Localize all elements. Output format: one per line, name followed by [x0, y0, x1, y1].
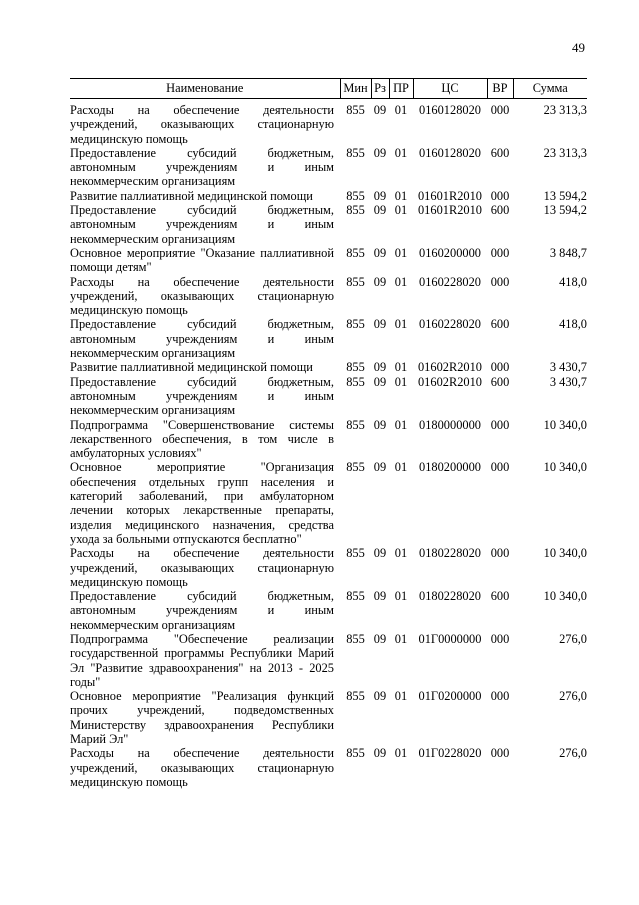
row-vr: 000 — [490, 631, 510, 646]
row-min: 855 — [346, 103, 365, 117]
row-cs: 0160200000 — [419, 245, 481, 260]
table-row — [70, 189, 587, 203]
header-sum: Сумма — [513, 79, 587, 99]
row-vr: 000 — [490, 188, 510, 203]
row-rz: 09 — [373, 145, 387, 160]
row-sum: 10 340,0 — [543, 460, 587, 475]
row-sum: 23 313,3 — [543, 103, 587, 117]
table-row — [70, 632, 587, 689]
row-cs: 0160128020 — [419, 145, 481, 160]
row-sum: 276,0 — [559, 631, 587, 646]
row-min: 855 — [346, 746, 365, 761]
row-rz: 09 — [373, 203, 387, 218]
row-rz: 09 — [373, 631, 387, 646]
row-vr: 000 — [490, 746, 510, 761]
row-rz: 09 — [373, 274, 387, 289]
row-min: 855 — [346, 317, 365, 332]
row-min: 855 — [346, 374, 365, 389]
row-sum: 13 594,2 — [543, 203, 587, 218]
row-pr: 01 — [394, 203, 408, 218]
row-min: 855 — [346, 589, 365, 604]
row-name: Основное мероприятие "Реализация функций прочих учреждений, подведомственных Министерству здравоохранения Республики Марий Эл" — [70, 689, 334, 747]
row-vr: 000 — [490, 103, 510, 117]
row-rz: 09 — [373, 417, 387, 432]
header-vr: ВР — [487, 79, 513, 99]
row-name: Расходы на обеспечение деятельности учреждений, оказывающих стационарную медицинскую помощь — [70, 274, 334, 318]
row-sum: 13 594,2 — [543, 188, 587, 203]
row-rz: 09 — [373, 103, 387, 117]
row-min: 855 — [346, 689, 365, 704]
header-min: Мин — [340, 79, 371, 99]
row-min: 855 — [346, 417, 365, 432]
row-min: 855 — [346, 203, 365, 218]
row-min: 855 — [346, 245, 365, 260]
row-min: 855 — [346, 274, 365, 289]
row-vr: 000 — [490, 274, 510, 289]
row-rz: 09 — [373, 460, 387, 475]
row-name: Предоставление субсидий бюджетным, автономным учреждениям и иным некоммерческим организациям — [70, 203, 334, 246]
row-cs: 01601R2010 — [417, 203, 483, 218]
row-vr: 600 — [490, 145, 510, 160]
header-rz: Рз — [371, 79, 389, 99]
row-sum: 276,0 — [559, 689, 587, 704]
row-name: Расходы на обеспечение деятельности учреждений, оказывающих стационарную медицинскую помощь — [70, 546, 334, 589]
row-pr: 01 — [394, 417, 408, 432]
header-cs: ЦС — [413, 79, 487, 99]
row-sum: 10 340,0 — [543, 589, 587, 604]
row-cs: 01Г0200000 — [418, 689, 482, 704]
table-row — [70, 418, 587, 461]
row-cs: 0160128020 — [419, 103, 481, 117]
row-vr: 000 — [490, 245, 510, 260]
table-row — [70, 146, 587, 189]
row-min: 855 — [346, 631, 365, 646]
row-cs: 0180000000 — [419, 417, 481, 432]
row-name: Основное мероприятие "Организация обеспечения отдельных групп населения и категорий заболеваний, при амбулаторном лечении которых лекарственные препараты, изделия медицинского назначения, средства ухода за больными отпускаются бесплатно" — [70, 460, 334, 546]
row-cs: 01601R2010 — [417, 188, 483, 203]
table-row — [70, 375, 587, 418]
row-vr: 600 — [490, 317, 510, 332]
budget-table — [70, 78, 587, 789]
row-cs: 0160228020 — [419, 274, 481, 289]
row-min: 855 — [346, 145, 365, 160]
row-name: Развитие паллиативной медицинской помощи — [70, 360, 313, 375]
row-name: Основное мероприятие "Оказание паллиативной помощи детям" — [70, 245, 334, 275]
table-row — [70, 103, 587, 146]
row-pr: 01 — [394, 103, 408, 117]
table-row — [70, 246, 587, 275]
row-sum: 23 313,3 — [543, 145, 587, 160]
row-vr: 000 — [490, 689, 510, 704]
row-cs: 0180228020 — [419, 546, 481, 561]
row-rz: 09 — [373, 317, 387, 332]
row-name: Предоставление субсидий бюджетным, автономным учреждениям и иным некоммерческим организациям — [70, 145, 334, 189]
row-cs: 01602R2010 — [417, 374, 483, 389]
row-sum: 3 430,7 — [549, 360, 587, 375]
row-rz: 09 — [373, 245, 387, 260]
row-name: Подпрограмма "Обеспечение реализации государственной программы Республики Марий Эл "Развитие здравоохранения" на 2013 - 2025 годы" — [70, 631, 334, 689]
row-sum: 276,0 — [559, 746, 587, 761]
table-header-row — [70, 79, 587, 99]
row-min: 855 — [346, 360, 365, 375]
row-pr: 01 — [394, 631, 408, 646]
row-sum: 418,0 — [559, 274, 587, 289]
header-name: Наименование — [70, 79, 340, 99]
row-sum: 10 340,0 — [543, 417, 587, 432]
row-rz: 09 — [373, 188, 387, 203]
row-name: Развитие паллиативной медицинской помощи — [70, 188, 313, 203]
row-rz: 09 — [373, 360, 387, 375]
row-cs: 01602R2010 — [417, 360, 483, 375]
row-name: Расходы на обеспечение деятельности учреждений, оказывающих стационарную медицинскую помощь — [70, 746, 334, 789]
row-pr: 01 — [394, 245, 408, 260]
row-cs: 01Г0000000 — [418, 631, 482, 646]
row-sum: 3 848,7 — [549, 245, 587, 260]
row-rz: 09 — [373, 746, 387, 761]
row-sum: 3 430,7 — [549, 374, 587, 389]
table-row — [70, 275, 587, 318]
row-pr: 01 — [394, 145, 408, 160]
page-number: 49 — [572, 40, 585, 55]
row-vr: 600 — [490, 589, 510, 604]
row-pr: 01 — [394, 360, 408, 375]
row-cs: 0180200000 — [419, 460, 481, 475]
table-row — [70, 546, 587, 589]
row-cs: 01Г0228020 — [418, 746, 482, 761]
row-pr: 01 — [394, 374, 408, 389]
row-sum: 10 340,0 — [543, 546, 587, 561]
table-body — [70, 103, 587, 789]
table-row — [70, 589, 587, 632]
table-row — [70, 746, 587, 789]
row-min: 855 — [346, 188, 365, 203]
row-pr: 01 — [394, 689, 408, 704]
table-row — [70, 689, 587, 746]
row-pr: 01 — [394, 460, 408, 475]
table-row — [70, 460, 587, 546]
row-vr: 000 — [490, 460, 510, 475]
row-cs: 0180228020 — [419, 589, 481, 604]
row-rz: 09 — [373, 374, 387, 389]
row-rz: 09 — [373, 546, 387, 561]
row-sum: 418,0 — [559, 317, 587, 332]
row-min: 855 — [346, 460, 365, 475]
row-rz: 09 — [373, 689, 387, 704]
row-name: Предоставление субсидий бюджетным, автономным учреждениям и иным некоммерческим организациям — [70, 589, 334, 632]
row-pr: 01 — [394, 188, 408, 203]
row-vr: 000 — [490, 360, 510, 375]
row-pr: 01 — [394, 546, 408, 561]
row-vr: 000 — [490, 417, 510, 432]
row-vr: 600 — [490, 203, 510, 218]
row-name: Расходы на обеспечение деятельности учреждений, оказывающих стационарную медицинскую помощь — [70, 103, 334, 146]
row-vr: 000 — [490, 546, 510, 561]
row-rz: 09 — [373, 589, 387, 604]
row-pr: 01 — [394, 317, 408, 332]
row-min: 855 — [346, 546, 365, 561]
row-name: Подпрограмма "Совершенствование системы лекарственного обеспечения, в том числе в амбулаторных условиях" — [70, 417, 334, 461]
header-pr: ПР — [389, 79, 413, 99]
row-name: Предоставление субсидий бюджетным, автономным учреждениям и иным некоммерческим организациям — [70, 317, 334, 361]
table-row — [70, 203, 587, 246]
table-row — [70, 317, 587, 360]
row-vr: 600 — [490, 374, 510, 389]
table-row — [70, 360, 587, 374]
row-pr: 01 — [394, 746, 408, 761]
row-cs: 0160228020 — [419, 317, 481, 332]
row-pr: 01 — [394, 589, 408, 604]
row-pr: 01 — [394, 274, 408, 289]
row-name: Предоставление субсидий бюджетным, автономным учреждениям и иным некоммерческим организациям — [70, 374, 334, 418]
